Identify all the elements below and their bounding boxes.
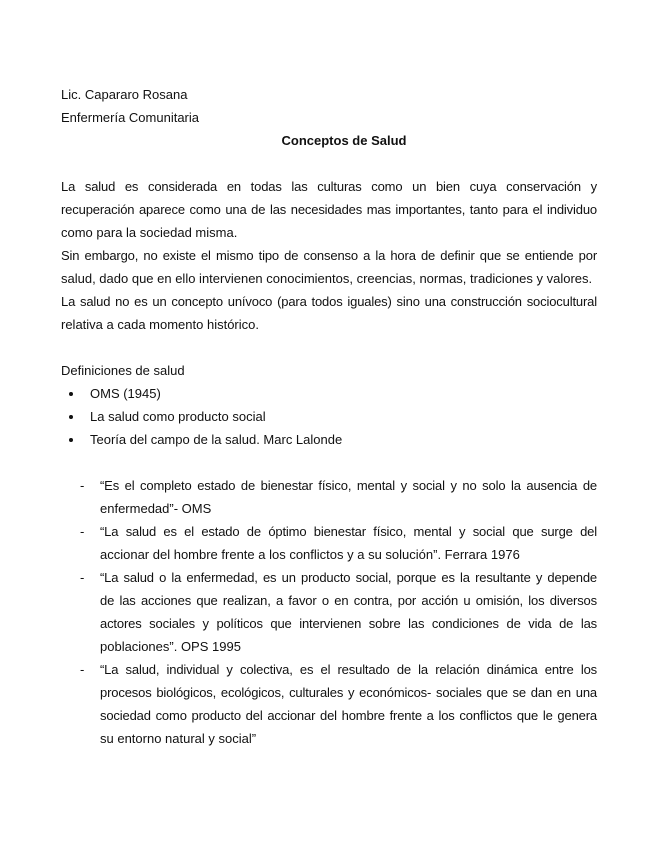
quote-line: “Es el completo estado de bienestar físico, mental y social y no solo la ausencia de [100, 478, 597, 493]
document-title: Conceptos de Salud [281, 133, 407, 148]
dash-marker: - [80, 524, 85, 539]
quote-line: enfermedad”- OMS [100, 501, 212, 516]
bullet-item: Teoría del campo de la salud. Marc Lalonde [61, 428, 597, 451]
quote-line: actores sociales y políticos que intervienen sobre las condiciones de vida de las [100, 616, 597, 631]
paragraph-line: relativa a cada momento histórico. [61, 317, 259, 332]
paragraph [61, 175, 597, 244]
quote-line: “La salud es el estado de óptimo bienestar físico, mental y social que surge del [100, 524, 597, 539]
paragraph [61, 244, 597, 290]
definitions-list [61, 382, 597, 451]
dash-marker: - [80, 662, 85, 677]
dash-marker: - [80, 570, 85, 585]
quote-line: de las acciones que realizan, a favor o en contra, por acción u omisión, los diversos [100, 593, 597, 608]
quote-text [100, 658, 597, 750]
paragraph-line: La salud es considerada en todas las culturas como un bien cuya conservación y [61, 179, 597, 194]
quote-item [61, 474, 597, 520]
definitions-heading: Definiciones de salud [61, 363, 185, 378]
quote-text [100, 474, 597, 520]
quotes-list [61, 474, 597, 750]
paragraph-line: Sin embargo, no existe el mismo tipo de consenso a la hora de definir que se entiende por [61, 248, 597, 263]
quote-line: poblaciones”. OPS 1995 [100, 639, 241, 654]
quote-line: “La salud, individual y colectiva, es el resultado de la relación dinámica entre los [100, 662, 597, 677]
paragraph [61, 290, 597, 336]
paragraph-line: recuperación aparece como una de las necesidades mas importantes, tanto para el individuo [61, 202, 597, 217]
paragraph-line: La salud no es un concepto unívoco (para todos iguales) sino una construcción sociocultural [61, 294, 597, 309]
quote-line: sociedad como producto del accionar del hombre frente a los conflictos que le genera [100, 708, 597, 723]
quote-text [100, 566, 597, 658]
quote-text [100, 520, 597, 566]
paragraph-line: salud, dado que en ello intervienen conocimientos, creencias, normas, tradiciones y valores. [61, 271, 593, 286]
quote-line: procesos biológicos, ecológicos, culturales y económicos- sociales que se dan en una [100, 685, 597, 700]
author-line: Lic. Capararo Rosana [61, 87, 188, 102]
dash-marker: - [80, 478, 85, 493]
intro-section [61, 175, 597, 336]
bullet-item: La salud como producto social [61, 405, 597, 428]
quote-item [61, 520, 597, 566]
quote-line: accionar del hombre frente a los conflictos y a su solución”. Ferrara 1976 [100, 547, 520, 562]
quote-line: su entorno natural y social” [100, 731, 257, 746]
bullet-item: OMS (1945) [61, 382, 597, 405]
subject-line: Enfermería Comunitaria [61, 110, 199, 125]
document-page [61, 83, 597, 750]
quote-line: “La salud o la enfermedad, es un producto social, porque es la resultante y depende [100, 570, 597, 585]
quote-item [61, 658, 597, 750]
paragraph-line: como para la sociedad misma. [61, 225, 238, 240]
quote-item [61, 566, 597, 658]
